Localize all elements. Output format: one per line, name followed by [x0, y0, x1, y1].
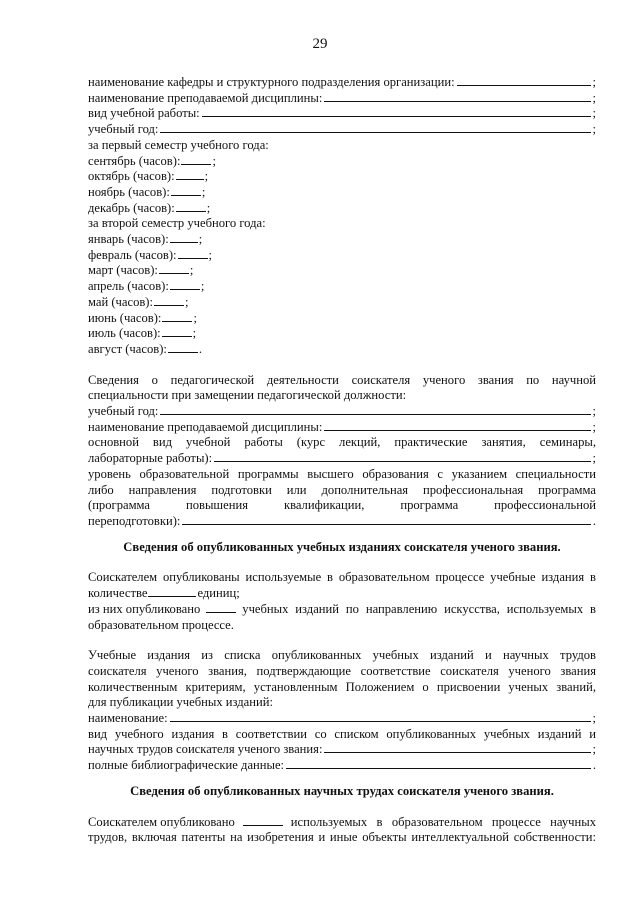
textbooks-p1-line4: образовательном процессе.: [88, 617, 234, 632]
textbooks-p1-line1: Соискателем опубликованы используемые в образовательном процессе учебные издания в: [88, 570, 596, 585]
month-label: май (часов):: [88, 294, 154, 309]
hours-field[interactable]: [162, 320, 192, 322]
ped-work-type-line1: основной вид учебной работы (курс лекций, практические занятия, семинары,: [88, 435, 596, 450]
month-row: [88, 201, 596, 217]
ped-program-line3: (программа повышения квалификации, программа профессиональной: [88, 498, 596, 513]
month-row: [88, 279, 596, 295]
punct: ;: [592, 451, 596, 466]
month-label: сентябрь (часов):: [88, 153, 181, 168]
punct: .: [198, 341, 203, 356]
ped-year-label: учебный год:: [88, 404, 159, 419]
scientific-count-field[interactable]: [243, 824, 283, 826]
month-row: [88, 154, 596, 170]
department-label: наименование кафедры и структурного подразделения организации:: [88, 75, 455, 89]
punct: ;: [189, 263, 194, 278]
punct: ;: [192, 326, 197, 341]
ped-discipline-line: [88, 420, 596, 436]
punct: ;: [208, 247, 213, 262]
punct: ;: [212, 153, 216, 168]
ped-program-line2: либо направления подготовки или дополнительная профессиональная программа: [88, 482, 596, 497]
month-label: ноябрь (часов):: [88, 184, 170, 199]
year-label: учебный год:: [88, 122, 159, 137]
scientific-published-label: Соискателем опубликовано: [88, 814, 235, 829]
count-label: количестве: [88, 586, 148, 601]
month-label: апрель (часов):: [88, 279, 169, 294]
hours-field[interactable]: [178, 257, 208, 259]
textbooks-p1-line2: [88, 586, 596, 602]
month-row: [88, 185, 596, 201]
month-row: [88, 169, 596, 185]
department-line: [88, 75, 596, 91]
punct: ;: [193, 310, 197, 325]
textbook-kind-field[interactable]: [324, 751, 590, 753]
ped-work-type-field[interactable]: [214, 460, 590, 462]
ped-year-field[interactable]: [160, 413, 590, 415]
work-type-label: вид учебной работы:: [88, 106, 200, 121]
textbook-biblio-line: [88, 758, 596, 774]
textbooks-p2-line2: соискателя ученого звания, подтверждающие соответствие соискателя ученого звания: [88, 663, 596, 678]
second-semester-label: за второй семестр учебного года:: [88, 216, 266, 231]
scientific-p-line1: [88, 815, 596, 831]
punct: ;: [592, 742, 596, 757]
textbooks-p2-line3: количественным критериям, установленным Положением о присвоении ученых званий,: [88, 679, 596, 694]
textbook-biblio-label: полные библиографические данные:: [88, 758, 285, 773]
hours-field[interactable]: [159, 272, 189, 274]
work-type-field[interactable]: [202, 115, 591, 117]
punct: ;: [206, 200, 211, 215]
punct: .: [592, 758, 596, 773]
punct: ;: [592, 106, 596, 121]
punct: ;: [592, 419, 596, 434]
month-label: июль (часов):: [88, 326, 161, 341]
textbook-count-field[interactable]: [148, 595, 196, 597]
textbook-name-line: [88, 711, 596, 727]
textbook-name-field[interactable]: [170, 720, 591, 722]
pedagogical-intro-line2: специальности при замещении педагогической должности:: [88, 388, 407, 403]
hours-field[interactable]: [154, 304, 184, 306]
textbooks-p2-line4: для публикации учебных изданий:: [88, 695, 273, 710]
ped-program-line4: [88, 514, 596, 530]
punct: ;: [204, 169, 209, 184]
month-row: [88, 263, 596, 279]
department-field[interactable]: [457, 84, 591, 86]
textbooks-heading: Сведения об опубликованных учебных изданиях соискателя ученого звания.: [123, 539, 561, 554]
month-label: январь (часов):: [88, 232, 169, 247]
month-label: декабрь (часов):: [88, 200, 175, 215]
punct: ;: [185, 294, 189, 309]
discipline-line: [88, 91, 596, 107]
discipline-label: наименование преподаваемой дисциплины:: [88, 90, 323, 105]
page-number: 29: [312, 36, 328, 52]
ped-program-label: переподготовки):: [88, 513, 181, 528]
month-label: февраль (часов):: [88, 247, 177, 262]
hours-field[interactable]: [171, 194, 201, 196]
punct: ;: [592, 404, 596, 419]
ped-discipline-label: наименование преподаваемой дисциплины:: [88, 419, 323, 434]
units-label: единиц;: [197, 586, 240, 601]
ped-program-line1: уровень образовательной программы высшего образования с указанием специальности: [88, 466, 596, 481]
punct: ;: [201, 184, 206, 199]
month-row: [88, 342, 596, 358]
textbooks-p2-line1: Учебные издания из списка опубликованных учебных изданий и научных трудов: [88, 648, 596, 663]
hours-field[interactable]: [176, 210, 206, 212]
textbook-kind-line2: [88, 742, 596, 758]
month-row: [88, 248, 596, 264]
ped-program-field[interactable]: [182, 523, 590, 525]
pedagogical-intro-line1: Сведения о педагогической деятельности соискателя ученого звания по научной: [88, 372, 596, 387]
art-textbook-count-field[interactable]: [206, 611, 236, 613]
month-label: август (часов):: [88, 341, 167, 356]
textbook-kind-line1: вид учебного издания в соответствии со списком опубликованных учебных изданий и: [88, 726, 596, 741]
month-row: [88, 326, 596, 342]
scientific-p-line2: трудов, включая патенты на изобретения и иные объекты интеллектуальной собственности:: [88, 830, 596, 845]
ped-work-type-label: лабораторные работы):: [88, 451, 213, 466]
hours-field[interactable]: [181, 163, 211, 165]
month-label: октябрь (часов):: [88, 169, 175, 184]
published-label: из них опубликовано: [88, 601, 201, 616]
punct: ;: [198, 232, 203, 247]
hours-field[interactable]: [170, 241, 198, 243]
discipline-field[interactable]: [324, 100, 590, 102]
textbook-kind-label: научных трудов соискателя ученого звания:: [88, 742, 323, 757]
punct: ;: [200, 279, 205, 294]
month-row: [88, 311, 596, 327]
ped-work-type-line2: [88, 451, 596, 467]
work-type-line: [88, 106, 596, 122]
textbook-name-label: наименование:: [88, 711, 168, 726]
ped-year-line: [88, 404, 596, 420]
punct: ;: [592, 90, 596, 105]
year-line: [88, 122, 596, 138]
art-textbook-label: учебных изданий по направлению искусства, используемых в: [242, 601, 596, 616]
scientific-used-label: используемых в образовательном процессе научных: [290, 814, 596, 829]
punct: ;: [592, 122, 596, 137]
hours-field[interactable]: [162, 335, 192, 337]
month-label: июнь (часов):: [88, 310, 162, 325]
month-row: [88, 232, 596, 248]
month-label: март (часов):: [88, 263, 158, 278]
form-body: [88, 75, 596, 846]
hours-field[interactable]: [168, 351, 198, 353]
ped-discipline-field[interactable]: [324, 429, 590, 431]
first-semester-label: за первый семестр учебного года:: [88, 137, 269, 152]
scientific-heading: Сведения об опубликованных научных трудах соискателя ученого звания.: [130, 783, 554, 798]
textbook-biblio-field[interactable]: [286, 767, 591, 769]
year-field[interactable]: [160, 131, 590, 133]
punct: ;: [592, 75, 596, 89]
hours-field[interactable]: [170, 288, 200, 290]
punct: ;: [592, 711, 596, 726]
hours-field[interactable]: [176, 178, 204, 180]
textbooks-p1-line3: [88, 602, 596, 618]
punct: .: [592, 513, 596, 528]
month-row: [88, 295, 596, 311]
